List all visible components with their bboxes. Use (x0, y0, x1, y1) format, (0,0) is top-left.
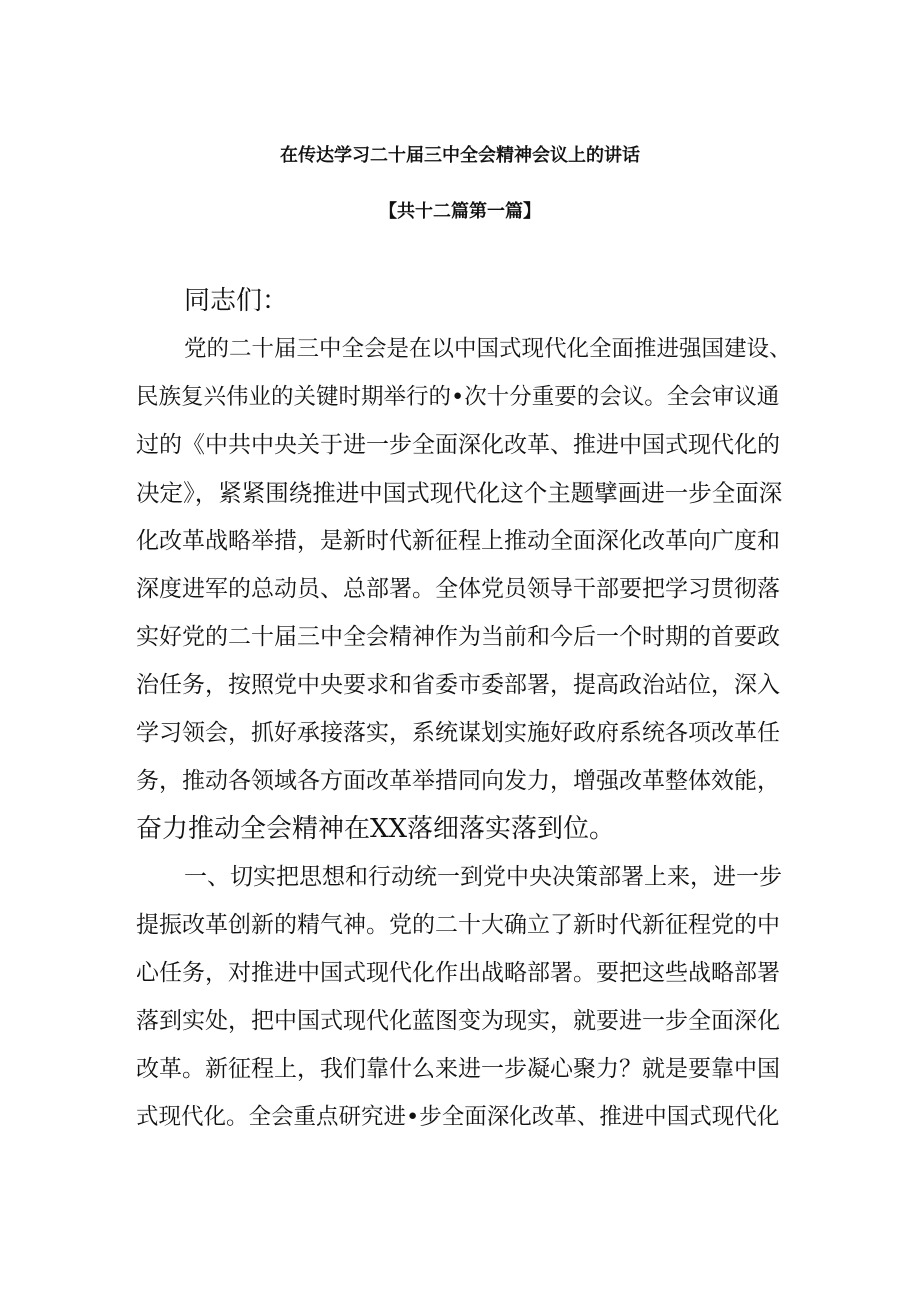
paragraph-line: 过的《中共中央关于进一步全面深化改革、推进中国式现代化的 (136, 432, 780, 458)
paragraph-line: 治任务，按照党中央要求和省委市委部署，提高政治站位，深入 (136, 672, 780, 698)
document-title: 在传达学习二十届三中全会精神会议上的讲话 (280, 145, 640, 166)
paragraph-line: 学习领会，抓好承接落实，系统谋划实施好政府系统各项改革任 (136, 720, 780, 746)
paragraph-line: 务，推动各领域各方面改革举措同向发力，增强改革整体效能， (136, 768, 780, 794)
paragraph-line: 落到实处，把中国式现代化蓝图变为现实，就要进一步全面深化 (136, 1008, 780, 1034)
paragraph-line: 心任务，对推进中国式现代化作出战略部署。要把这些战略部署 (136, 960, 780, 986)
paragraph-line: 改革。新征程上，我们靠什么来进一步凝心聚力？就是要靠中国 (136, 1056, 780, 1082)
paragraph-line: 一、切实把思想和行动统一到党中央决策部署上来，进一步 (184, 864, 782, 890)
paragraph-line: 式现代化。全会重点研究进•步全面深化改革、推进中国式现代化 (136, 1104, 780, 1130)
paragraph-line: 化改革战略举措，是新时代新征程上推动全面深化改革向广度和 (136, 528, 780, 554)
paragraph-line: 党的二十届三中全会是在以中国式现代化全面推进强国建设、 (184, 336, 792, 362)
paragraph-line: 奋力推动全会精神在XX落细落实落到位。 (136, 814, 616, 844)
paragraph-line: 深度进军的总动员、总部署。全体党员领导干部要把学习贯彻落 (136, 576, 780, 602)
paragraph-line: 决定》，紧紧围绕推进中国式现代化这个主题擘画进一步全面深 (136, 479, 783, 507)
paragraph-line: 提振改革创新的精气神。党的二十大确立了新时代新征程党的中 (136, 912, 780, 938)
paragraph-line: 实好党的二十届三中全会精神作为当前和今后一个时期的首要政 (136, 624, 780, 650)
salutation: 同志们： (184, 286, 289, 316)
document-subtitle: 【共十二篇第一篇】 (379, 201, 541, 222)
paragraph-line: 民族复兴伟业的关键时期举行的•次十分重要的会议。全会审议通 (136, 384, 780, 410)
